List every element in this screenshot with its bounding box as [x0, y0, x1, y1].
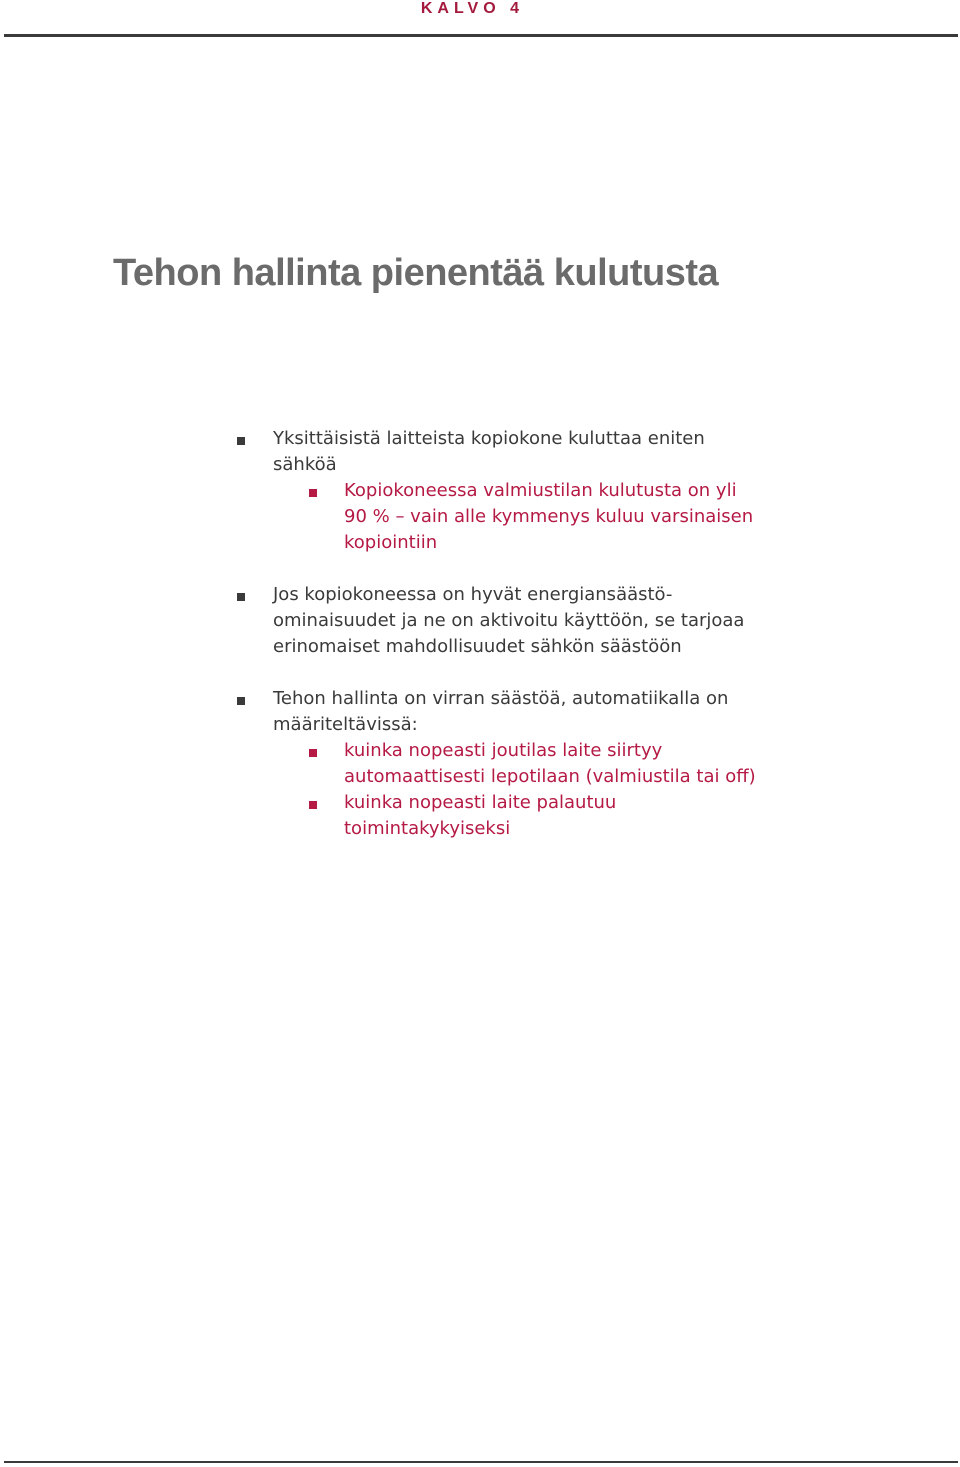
- bullet-item-1: [237, 426, 757, 556]
- bullet-list: [237, 426, 757, 842]
- square-bullet-icon: [309, 749, 317, 757]
- square-bullet-icon: [309, 801, 317, 809]
- bullet-text: Tehon hallinta on virran säästöä, automatiikalla on määriteltävissä:: [273, 688, 729, 735]
- square-bullet-icon: [237, 437, 245, 445]
- top-divider: [4, 34, 958, 37]
- sub-bullet-list: [273, 478, 757, 556]
- square-bullet-icon: [309, 489, 317, 497]
- bullet-text: Jos kopiokoneessa on hyvät energiansäästö-ominaisuudet ja ne on aktivoitu käyttöön, se tarjoaa erinomaiset mahdollisuudet sähkön säästöön: [273, 584, 745, 657]
- sub-bullet-text: kuinka nopeasti joutilas laite siirtyy automaattisesti lepotilaan (valmiustila tai off): [344, 740, 756, 787]
- sub-bullet-text: Kopiokoneessa valmiustilan kulutusta on yli 90 % – vain alle kymmenys kuluu varsinaisen kopiointiin: [344, 480, 754, 553]
- square-bullet-icon: [237, 593, 245, 601]
- bullet-item-3: [237, 686, 757, 842]
- page-title: Tehon hallinta pienentää kulutusta: [113, 252, 719, 294]
- sub-bullet-text: kuinka nopeasti laite palautuu toimintakykyiseksi: [344, 792, 617, 839]
- sub-bullet-item: [309, 738, 757, 790]
- sub-bullet-list: [273, 738, 757, 842]
- bullet-text: Yksittäisistä laitteista kopiokone kuluttaa eniten sähköä: [273, 428, 705, 475]
- slide-number-label: KALVO 4: [420, 0, 524, 17]
- bullet-item-2: [237, 582, 757, 660]
- sub-bullet-item: [309, 790, 757, 842]
- bottom-divider: [4, 1461, 958, 1463]
- sub-bullet-item: [309, 478, 757, 556]
- square-bullet-icon: [237, 697, 245, 705]
